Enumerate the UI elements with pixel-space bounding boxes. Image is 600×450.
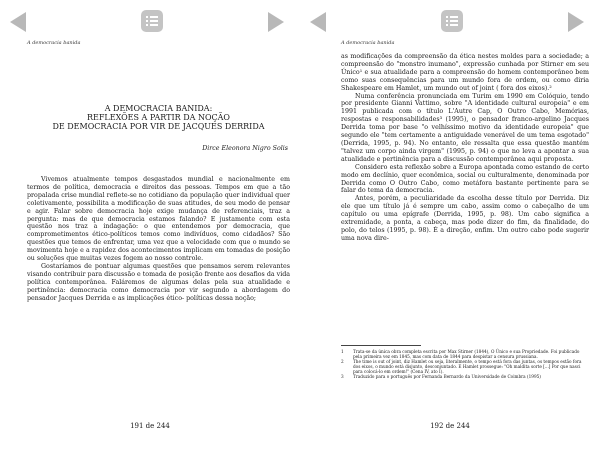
footnote-number: 1 <box>341 349 344 354</box>
chapter-title-line: REFLEXÕES A PARTIR DA NOÇÃO <box>87 113 230 122</box>
left-page-nav <box>0 10 300 34</box>
footnotes <box>341 349 589 379</box>
paragraph: Antes, porém, a peculiaridade da escolha desse título por Derrida. Diz ele que um título já é sempre um cabo, assim como o cabeçalho de um capítulo ou uma epígrafe (Derrida, 1995, p. 98). Um cabo significa a extremidade, a ponta, a cabeça, mas pode dizer do fim, da finalidade, do polo, do telos (1995, p. 98). É a direção, enfim. Um outro cabo pode sugerir uma nova dire- <box>341 195 589 242</box>
chapter-title-line: DE DEMOCRACIA POR VIR DE JACQUES DERRIDA <box>52 122 265 131</box>
toc-menu-icon[interactable] <box>141 10 163 32</box>
chapter-title <box>27 104 290 131</box>
chapter-title-line: A DEMOCRACIA BANIDA: <box>104 104 213 113</box>
paragraph: Vivemos atualmente tempos desgastados mundial e nacionalmente em termos de política, democracia e direitos das pessoas. Tempos em que a tão propalada crise mundial reflete-se no cotidiano da população quer individual quer coletivamente, possibilita a modificação de suas atitudes, de seu modo de pensar e agir. Falar sobre democracia hoje exige mudança de referenciais, traz a pergunta: mas de que democracia estamos falando? E justamente com esta questão nos traz a indagação: o que entendemos por democracia, que comprometimentos ético-políticos temos como indivíduos, como cidadãos? São questões que temos de enfrentar, uma vez que a velocidade com que o mundo se movimenta hoje e a rapidez dos acontecimentos implicam em tomadas de posição ou soluções que muitas vezes fogem ao nosso controle. <box>27 176 290 263</box>
footnote-number: 2 <box>341 359 344 364</box>
right-page <box>300 0 600 450</box>
footnote <box>341 374 589 379</box>
paragraph: Numa conferência pronunciada em Turim em 1990 em Colóquio, tendo por presidente Gianni Vattimo, sobre "A identidade cultural europeia" e em 1991 publicada com o título L'Autre Cap, O Outro Cabo, Memórias, respostas e responsabilidades³ (1995), o pensador franco-argelino Jacques Derrida toma por base "o velhíssimo motivo da identidade europeia" que segundo ele "tem certamente a antiguidade venerável de um tema esgotado" (Derrida, 1995, p. 94). No entanto, ele ressalta que essa questão mantém "talvez um corpo ainda virgem" (1995, p. 94) o que no leva a apontar a sua atualidade e pertinência para a discussão contemporânea aqui proposta. <box>341 92 589 163</box>
toc-menu-icon[interactable] <box>441 10 463 32</box>
next-page-arrow-icon[interactable] <box>568 12 584 32</box>
running-head: A democracia banida <box>341 40 395 46</box>
footnote-number: 3 <box>341 374 344 379</box>
paragraph: Gostaríamos de pontuar algumas questões que pensamos serem relevantes visando contribuir para discussão e tomada de posição frente aos desafios da vida política contemporânea. Faláremos de algumas delas pela sua atualidade e pertinência: democracia como democracia por vir segundo a abordagem do pensador Jacques Derrida e as implicações ético- políticas dessa noção; <box>27 262 290 302</box>
paragraph: Considero esta reflexão sobre a Europa apontada como estando de certo modo em declínio, quer econômica, social ou culturalmente, denominada por Derrida como O Outro Cabo, como metáfora bastante pertinente para se falar do tema da democracia. <box>341 163 589 195</box>
next-page-arrow-icon[interactable] <box>268 12 284 32</box>
page-number: 191 de 244 <box>130 422 170 430</box>
footnote-text: The time is out of joint, diz Hamlet ou seja, literalmente, o tempo está fora das juntas, os tempos estão fora dos eixos, o mundo está disjunto, desconjuntado. E Hamlet prossegue: "Oh maldita sorte [...] Por que nasci para colocá-lo em ordem!" (Cena IV, ato I). <box>353 359 582 374</box>
footnote <box>341 349 589 359</box>
previous-page-arrow-icon[interactable] <box>310 12 326 32</box>
chapter-author: Dirce Eleonora Nigro Solis <box>202 145 288 152</box>
footnote-text: Traduzido para o português por Fernanda Bernardo da Universidade de Coimbra (1995) <box>353 374 541 379</box>
page-number: 192 de 244 <box>430 422 470 430</box>
paragraph: as modificações da compreensão da ética nestes moldes para a sociedade; a compreensão do "monstro inumano", expressão cunhada por Stirner em seu Único¹ e sua atualidade para a compreensão do homem contemporâneo bem como suas consequências para um mundo fora de ordem, ou como diria Shakespeare em Hamlet, um mundo out of joint ( fora dos eixos).² <box>341 53 589 92</box>
footnote-text: Trata-se da única obra completa escrita por Max Stirner (1844), O Único e sua Propriedade. Foi publicado pela primeira vez em 1845, mas com data de 1844 para despistar a censura prussiana. <box>353 349 580 359</box>
left-body-text <box>27 176 290 303</box>
right-body-text <box>341 53 589 243</box>
right-page-nav <box>300 10 600 34</box>
footnote-divider <box>341 345 421 346</box>
footnote <box>341 359 589 374</box>
running-head: A democracia banida <box>27 40 81 46</box>
previous-page-arrow-icon[interactable] <box>10 12 26 32</box>
